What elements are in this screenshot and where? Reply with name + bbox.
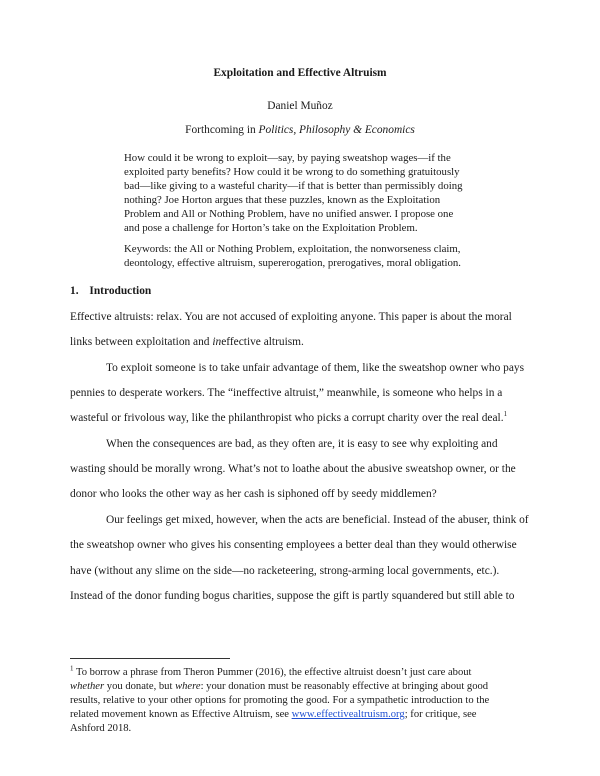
footnote-rule [70, 658, 230, 659]
paper-venue [0, 123, 600, 137]
paper-title: Exploitation and Effective Altruism [213, 67, 387, 79]
abstract-line: bad—like giving to a wasteful charity—if that is better than permissibly doing [124, 180, 463, 192]
body-line: have (without any slime on the side—no racketeering, strong-arming local governments, etc.). [70, 565, 500, 577]
body-line: wasteful or frivolous way, like the philanthropist who picks a corrupt charity over the real deal.$^1$ [70, 410, 508, 424]
section-heading [70, 284, 151, 298]
abstract-line: Problem and All or Nothing Problem, have no unified answer. I propose one [124, 208, 454, 220]
body-line: When the consequences are bad, as they often are, it is easy to see why exploiting and [106, 438, 498, 450]
footnote-line: Ashford 2018. [70, 723, 132, 734]
body-line: links between exploitation and ineffective altruism. [70, 336, 304, 348]
abstract-line: nothing? Joe Horton argues that these puzzles, known as the Exploitation [124, 194, 441, 206]
venue-journal: Politics, Philosophy & Economics [258, 124, 415, 136]
section-title: Introduction [89, 285, 152, 297]
keywords-line: deontology, effective altruism, supererogation, prerogatives, moral obligation. [124, 257, 462, 269]
body-line: the sweatshop owner who gives his consenting employees a better deal than they would otherwise [70, 539, 517, 551]
body-line: Instead of the donor funding bogus charities, suppose the gift is partly squandered but still able to [70, 590, 515, 602]
body-line: donor who looks the other way as her cash is siphoned off by seedy middlemen? [70, 488, 437, 500]
venue-prefix: Forthcoming in [185, 124, 259, 136]
footnote-line: related movement known as Effective Altruism, see www.effectivealtruism.org; for critique, see [70, 709, 477, 720]
abstract-line: and pose a challenge for Horton’s take on the Exploitation Problem. [124, 222, 418, 234]
body-line: Effective altruists: relax. You are not accused of exploiting anyone. This paper is about the moral [70, 311, 512, 323]
footnote-ref[interactable]: 1 [503, 410, 508, 419]
body-line: pennies to desperate workers. The “ineffective altruist,” meanwhile, is someone who helps in a [70, 387, 503, 399]
keywords-line: Keywords: the All or Nothing Problem, exploitation, the nonworseness claim, [124, 243, 461, 255]
paper-author: Daniel Muñoz [267, 100, 333, 112]
footnote-line: $^1$ To borrow a phrase from Theron Pummer (2016), the effective altruist doesn’t just care about [70, 664, 472, 678]
footnote-line: whether you donate, but where: your donation must be reasonably effective at bringing about good [70, 681, 489, 692]
body-line: wasting should be morally wrong. What’s not to loathe about the abusive sweatshop owner, or the [70, 463, 516, 475]
abstract-line: exploited party benefits? How could it be wrong to do something gratuitously [124, 166, 460, 178]
section-number: 1. [70, 285, 79, 297]
effective-altruism-link[interactable]: www.effectivealtruism.org [291, 709, 405, 720]
footnote-mark: 1 [70, 664, 74, 673]
body-line: Our feelings get mixed, however, when the acts are beneficial. Instead of the abuser, think of [106, 514, 529, 526]
footnote-line: results, relative to your other options for promoting the good. For a sympathetic introduction to the [70, 695, 490, 706]
body-line: To exploit someone is to take unfair advantage of them, like the sweatshop owner who pays [106, 362, 525, 374]
abstract-line: How could it be wrong to exploit—say, by paying sweatshop wages—if the [124, 152, 451, 164]
